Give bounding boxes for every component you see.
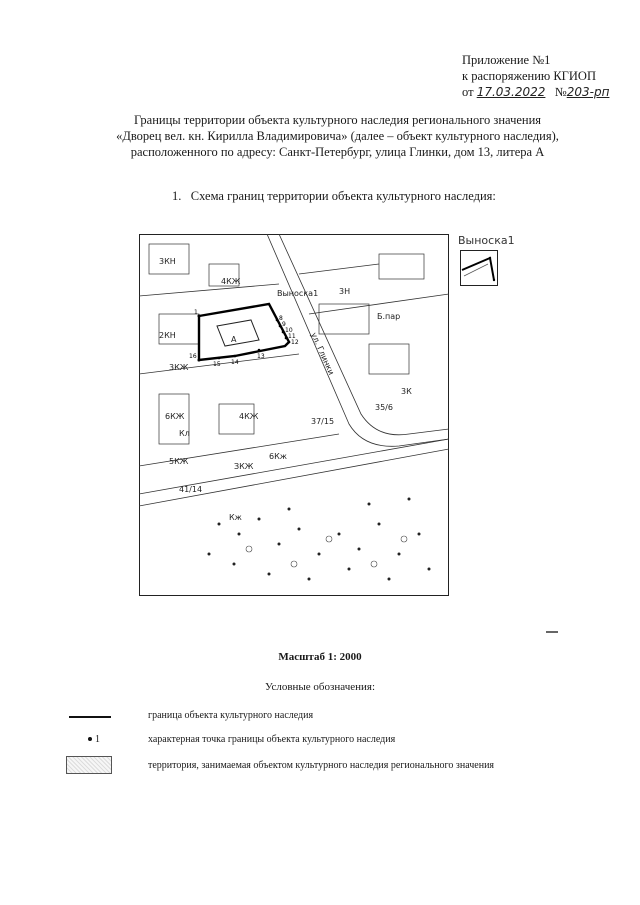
building-label-9: 6Кж [269,452,287,461]
corner-mark [546,631,558,633]
point-10: 10 [285,327,293,334]
point-13: 13 [257,353,265,360]
point-14: 14 [231,359,239,366]
section-title: Схема границ территории объекта культурного наследия: [190,189,496,203]
legend-label-point: характерная точка границы объекта культурного наследия [148,734,396,745]
legend-point-number: 1 [95,734,100,745]
object-letter: А [231,335,237,344]
date-value: 17.03.2022 [476,85,546,99]
document-title [80,112,595,160]
section-number: 1. [172,189,182,203]
legend-title: Условные обозначения: [264,681,376,693]
point-15: 15 [213,361,221,368]
building-label-2: 3КН [159,257,176,266]
house-label-1: 37/15 [311,417,335,426]
boundary-map [139,234,449,596]
house-label-3: 35/6 [375,403,393,412]
legend-label-boundary: граница объекта культурного наследия [148,710,314,721]
building-label-14: ЗКЖ [234,462,254,471]
date-prefix: от [462,85,474,99]
appendix-line2: к распоряжению КГИОП [462,69,596,83]
street-label: ул. Глинки [309,331,336,377]
house-label-2: 41/14 [179,485,203,494]
building-label-13: Б.пар [377,312,401,321]
map-scale: Масштаб 1: 2000 [278,651,362,663]
building-label-10: 3К [401,387,412,396]
appendix-header [462,52,638,100]
callout-inset [460,250,498,286]
number-value: 203-рп [566,85,610,99]
point-16: 16 [189,353,197,360]
building-label-1: 4КЖ [221,277,241,286]
point-9: 9 [282,321,286,328]
building-label-7: 4КЖ [239,412,259,421]
title-line3: расположенного по адресу: Санкт-Петербург, улица Глинки, дом 13, литера А [130,145,545,159]
map-callout-label: Выноска1 [277,289,319,298]
building-label-12: Кж [229,513,242,522]
title-line1: Границы территории объекта культурного наследия регионального значения [133,113,542,127]
point-11: 11 [288,333,296,340]
building-label-11: Кл [179,429,190,438]
building-label-3: 2КН [159,331,176,340]
title-line2: «Дворец вел. кн. Кирилла Владимировича» (далее – объект культурного наследия), [116,129,559,143]
point-12: 12 [291,339,299,346]
point-1: 1 [194,309,198,316]
appendix-line1: Приложение №1 [462,53,551,67]
building-label-6: 5КЖ [169,457,189,466]
callout-label: Выноска1 [458,234,515,247]
number-prefix: № [554,85,567,99]
building-label-8: 3Н [339,287,351,296]
section-heading [172,189,496,204]
legend-label-area: территория, занимаемая объектом культурного наследия регионального значения [148,760,495,771]
point-8: 8 [279,315,283,322]
building-label-5: 6КЖ [165,412,185,421]
appendix-date-line [462,84,638,100]
building-label-4: 3КЖ [169,363,189,372]
